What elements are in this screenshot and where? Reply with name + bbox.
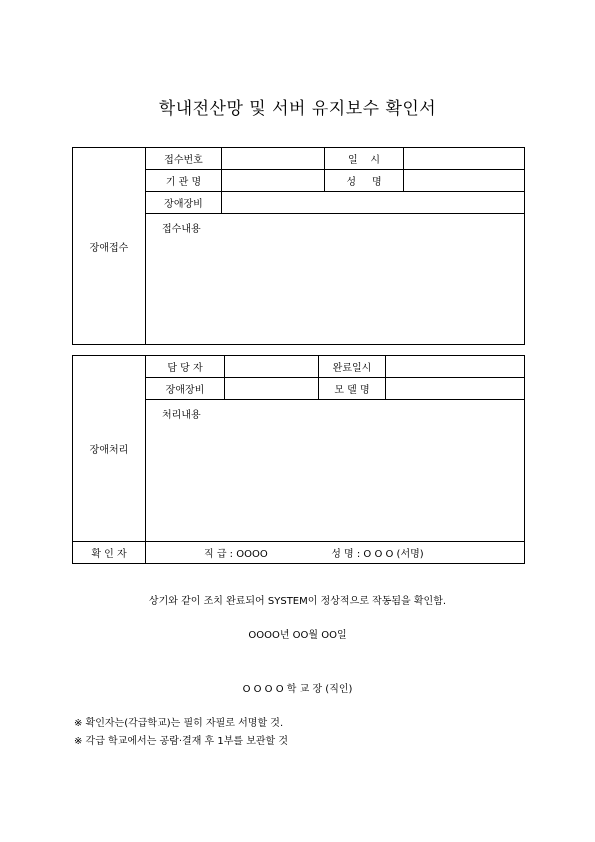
principal-line: O O O O 학 교 장 (직인) (242, 684, 353, 695)
reception-content-area[interactable] (146, 214, 525, 345)
date-line: OOOO년 OO월 OO일 (248, 630, 347, 641)
reception-device-field[interactable] (222, 192, 525, 214)
processing-device-label: 장애장비 (146, 378, 225, 400)
receipt-no-label: 접수번호 (146, 148, 222, 170)
document-title: 학내전산망 및 서버 유지보수 확인서 (158, 99, 437, 119)
model-label: 모 델 명 (319, 378, 386, 400)
footnote-1: ※ 확인자는(각급학교)는 필히 자필로 서명할 것. (74, 718, 284, 729)
model-field[interactable] (386, 378, 525, 400)
reception-table (72, 147, 525, 345)
confirmer-row[interactable] (146, 542, 525, 564)
manager-label: 담 당 자 (146, 356, 225, 378)
confirmer-position: 직 급 : OOOO (204, 549, 268, 560)
confirmer-signature: 성 명 : O O O (서명) (331, 549, 424, 560)
datetime-field[interactable] (404, 148, 525, 170)
receipt-no-field[interactable] (222, 148, 325, 170)
completion-field[interactable] (386, 356, 525, 378)
agency-field[interactable] (222, 170, 325, 192)
name-field[interactable] (404, 170, 525, 192)
processing-table (72, 355, 525, 564)
processing-section-label: 장애처리 (73, 356, 146, 542)
confirmer-label: 확 인 자 (73, 542, 146, 564)
manager-field[interactable] (225, 356, 319, 378)
reception-device-label: 장애장비 (146, 192, 222, 214)
processing-content-label: 처리내용 (162, 410, 201, 421)
name-label: 성 명 (325, 170, 404, 192)
completion-label: 완료일시 (319, 356, 386, 378)
reception-section-label: 장애접수 (73, 148, 146, 345)
processing-device-field[interactable] (225, 378, 319, 400)
footnote-2: ※ 각급 학교에서는 공람·결재 후 1부를 보관할 것 (74, 736, 289, 747)
datetime-label: 일 시 (325, 148, 404, 170)
confirmation-statement: 상기와 같이 조치 완료되어 SYSTEM이 정상적으로 작동됨을 확인함. (148, 596, 447, 607)
agency-label: 기 관 명 (146, 170, 222, 192)
processing-content-area[interactable] (146, 400, 525, 542)
reception-content-label: 접수내용 (162, 224, 201, 235)
